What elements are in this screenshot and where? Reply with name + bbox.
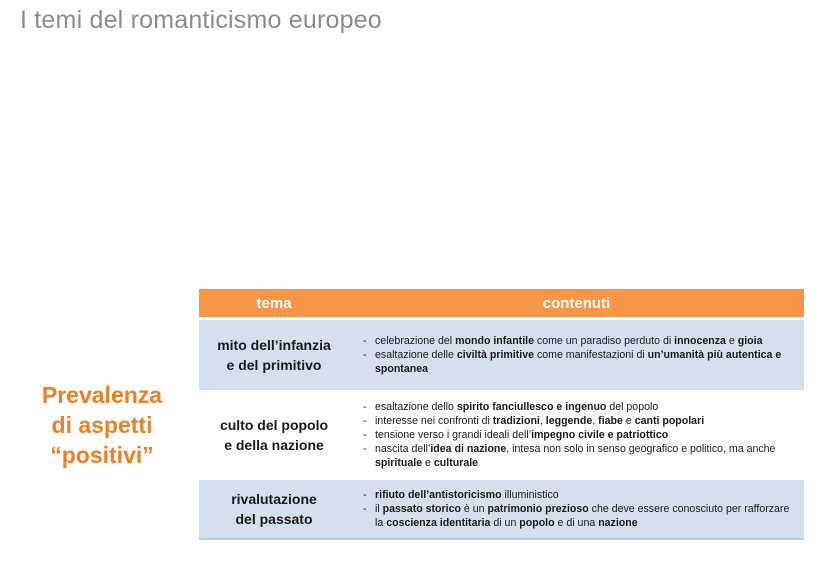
- bold-text: fiabe: [598, 414, 623, 427]
- table-row: [199, 391, 804, 479]
- bold-text: leggende: [545, 414, 593, 427]
- tema-line: e della nazione: [224, 436, 324, 453]
- bold-text: gioia: [737, 334, 763, 347]
- text: , intesa non solo in senso geografico e politico, ma anche: [506, 442, 776, 455]
- bold-text: culturale: [433, 456, 479, 469]
- bullet-item: [363, 442, 798, 470]
- side-caption: [14, 380, 190, 470]
- bold-text: civiltà primitive: [456, 348, 535, 361]
- bold-text: spirituale: [375, 456, 423, 469]
- text: come un paradiso perduto di: [533, 334, 675, 347]
- tema-line: del passato: [235, 510, 313, 527]
- bold-text: nazione: [598, 516, 638, 529]
- contenuti-cell: [349, 479, 804, 539]
- contenuti-cell: [349, 319, 804, 391]
- header-contenuti: contenuti: [349, 289, 804, 319]
- bullet-item: [363, 414, 798, 428]
- text: e: [622, 414, 635, 427]
- text: come manifestazioni di: [534, 348, 648, 361]
- side-caption-line: di aspetti: [51, 412, 153, 438]
- contenuti-cell: [349, 391, 804, 479]
- text: tensione verso i grandi ideali dell’: [375, 428, 532, 441]
- tema-line: rivalutazione: [231, 490, 317, 507]
- bold-text: popolo: [519, 516, 555, 529]
- bold-text: impegno civile e patriottico: [531, 428, 669, 441]
- side-caption-line: “positivi”: [50, 442, 154, 468]
- bold-text: innocenza: [674, 334, 726, 347]
- text: nascita dell’: [375, 442, 431, 455]
- bold-text: idea di nazione: [430, 442, 507, 455]
- bold-text: coscienza identitaria: [386, 516, 491, 529]
- text: di un: [490, 516, 520, 529]
- tema-cell: [199, 319, 349, 391]
- text: del popolo: [606, 400, 659, 413]
- text: ,: [539, 414, 546, 427]
- text: e: [725, 334, 738, 347]
- bullet-list: [363, 488, 798, 530]
- table-row: [199, 479, 804, 539]
- slide-title: I temi del romanticismo europeo: [20, 6, 382, 34]
- tema-line: e del primitivo: [226, 356, 322, 373]
- text: e di una: [554, 516, 599, 529]
- bullet-item: [363, 428, 798, 442]
- bullet-list: [363, 334, 798, 376]
- text: ,: [592, 414, 599, 427]
- bold-text: un’umanità più autentica e spontanea: [375, 348, 782, 375]
- bullet-list: [363, 400, 798, 470]
- bullet-item: [363, 488, 798, 502]
- bold-text: mondo infantile: [455, 334, 534, 347]
- text: esaltazione delle: [375, 348, 457, 361]
- text: illuministico: [501, 488, 559, 501]
- bullet-item: [363, 334, 798, 348]
- themes-table: [199, 289, 804, 540]
- text: che deve essere conosciuto per rafforzare la: [375, 502, 790, 529]
- bold-text: passato storico: [382, 502, 461, 515]
- text: il: [375, 502, 383, 515]
- bullet-item: [363, 502, 798, 530]
- tema-cell: [199, 391, 349, 479]
- bold-text: spirito fanciullesco e ingenuo: [456, 400, 607, 413]
- text: interesse nei confronti di: [375, 414, 493, 427]
- text: celebrazione del: [375, 334, 456, 347]
- text: esaltazione dello: [375, 400, 457, 413]
- tema-line: mito dell’infanzia: [217, 336, 331, 353]
- bold-text: rifiuto dell’antistoricismo: [375, 488, 502, 501]
- bold-text: patrimonio prezioso: [487, 502, 589, 515]
- header-tema: tema: [199, 289, 349, 319]
- tema-cell: [199, 479, 349, 539]
- tema-line: culto del popolo: [219, 416, 329, 433]
- bullet-item: [363, 348, 798, 376]
- table-row: [199, 319, 804, 391]
- table-header-row: [199, 289, 804, 319]
- text: e: [422, 456, 434, 469]
- text: è un: [460, 502, 488, 515]
- bold-text: tradizioni: [492, 414, 540, 427]
- side-caption-line: Prevalenza: [41, 382, 163, 408]
- bullet-item: [363, 400, 798, 414]
- bold-text: canti popolari: [634, 414, 705, 427]
